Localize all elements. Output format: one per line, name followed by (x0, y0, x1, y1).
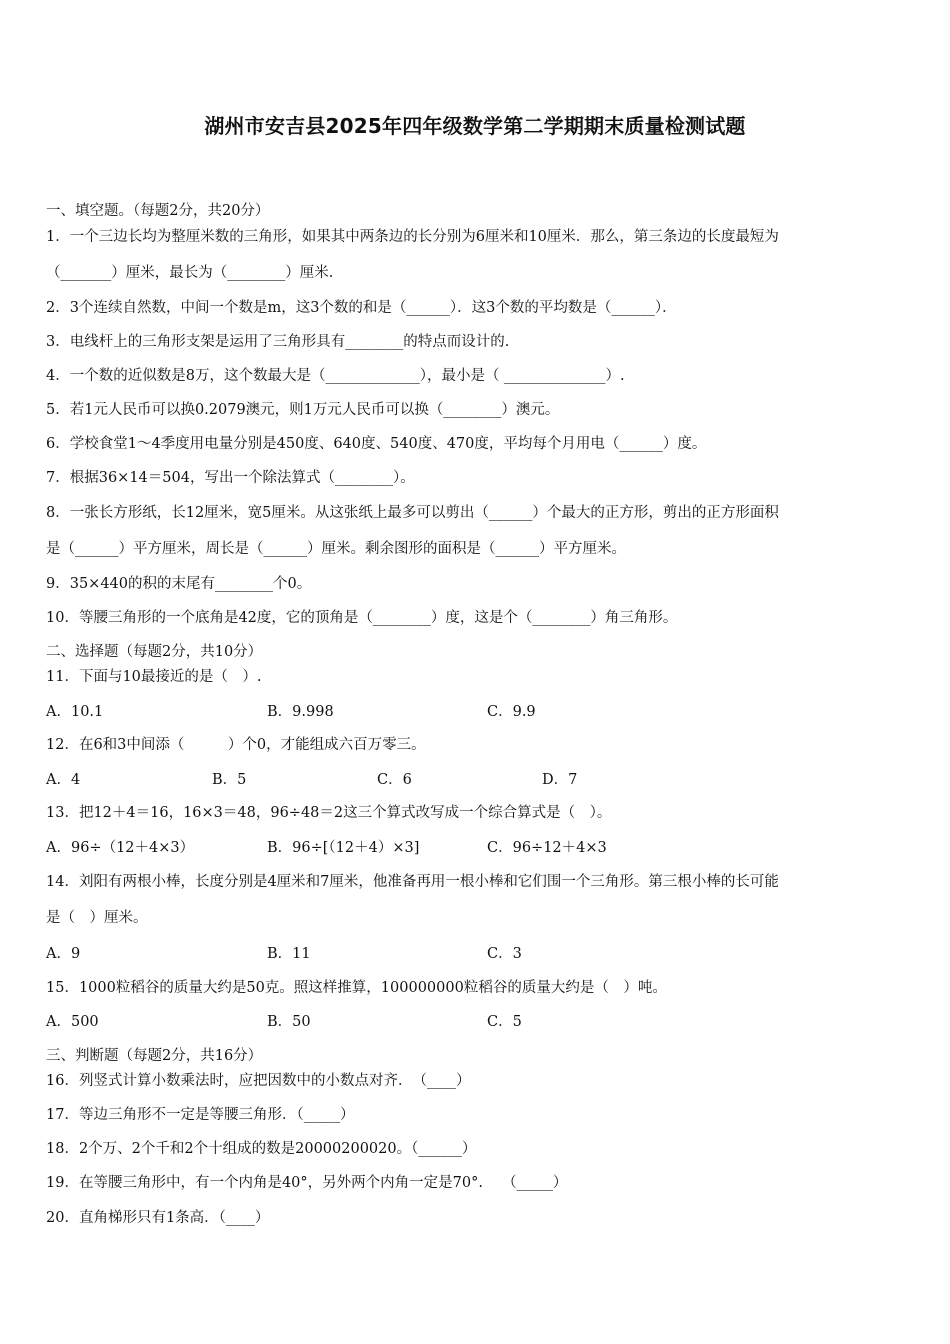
question-20: 20．直角梯形只有1条高．（____） (46, 1210, 270, 1226)
q12-option-c: C．6 (377, 772, 412, 788)
q13-option-a: A．96÷（12＋4×3） (46, 840, 195, 856)
question-3: 3．电线杆上的三角形支架是运用了三角形具有________的特点而设计的. (46, 334, 510, 350)
q14-option-a: A．9 (46, 946, 81, 962)
q14-option-c: C．3 (487, 946, 522, 962)
q15-option-c: C．5 (487, 1014, 522, 1030)
q15-option-a: A．500 (46, 1014, 99, 1030)
section-heading-fill-blank: 一、填空题。（每题2分，共20分） (46, 203, 270, 219)
q11-option-a: A．10.1 (46, 704, 104, 720)
section-heading-multiple-choice: 二、选择题（每题2分，共10分） (46, 644, 263, 660)
question-12: 12．在6和3中间添（ ）个0，才能组成六百万零三。 (46, 737, 426, 753)
question-19: 19．在等腰三角形中，有一个内角是40°，另外两个内角一定是70°. （_____） (46, 1175, 568, 1191)
question-17: 17．等边三角形不一定是等腰三角形．（_____） (46, 1107, 355, 1123)
question-9: 9．35×440的积的末尾有________个0。 (46, 576, 312, 592)
question-2: 2．3个连续自然数，中间一个数是m，这3个数的和是（______）．这3个数的平均数是（______）． (46, 300, 677, 316)
q14-option-b: B．11 (267, 946, 311, 962)
q13-option-c: C．96÷12＋4×3 (487, 840, 607, 856)
question-10: 10．等腰三角形的一个底角是42度，它的顶角是（________）度，这是个（________）角三角形。 (46, 610, 678, 626)
section-heading-true-false: 三、判断题（每题2分，共16分） (46, 1048, 263, 1064)
question-14-line-2: 是（ ）厘米。 (46, 910, 148, 926)
q11-option-c: C．9.9 (487, 704, 536, 720)
question-11: 11．下面与10最接近的是（ ）. (46, 669, 262, 685)
question-6: 6．学校食堂1～4季度用电量分别是450度、640度、540度、470度，平均每个月用电（______）度。 (46, 436, 707, 452)
question-7: 7．根据36×14＝504，写出一个除法算式（________）。 (46, 470, 415, 486)
question-15: 15．1000粒稻谷的质量大约是50克。照这样推算，100000000粒稻谷的质量大约是（ ）吨。 (46, 980, 667, 996)
q12-option-a: A．4 (46, 772, 81, 788)
question-5: 5．若1元人民币可以换0.2079澳元，则1万元人民币可以换（________）澳元。 (46, 402, 560, 418)
q11-option-b: B．9.998 (267, 704, 334, 720)
question-8-line-1: 8．一张长方形纸，长12厘米，宽5厘米。从这张纸上最多可以剪出（______）个最大的正方形，剪出的正方形面积 (46, 505, 779, 521)
q12-option-d: D．7 (542, 772, 578, 788)
question-4: 4．一个数的近似数是8万，这个数最大是（_____________），最小是（ ______________）. (46, 368, 625, 384)
page-title: 湖州市安吉县2025年四年级数学第二学期期末质量检测试题 (204, 114, 746, 138)
question-18: 18．2个万、2个千和2个十组成的数是20000200020。（______） (46, 1141, 477, 1157)
question-16: 16．列竖式计算小数乘法时，应把因数中的小数点对齐． （____） (46, 1073, 471, 1089)
question-13: 13．把12＋4＝16，16×3＝48，96÷48＝2这三个算式改写成一个综合算式是（ ）。 (46, 805, 612, 821)
question-8-line-2: 是（______）平方厘米，周长是（______）厘米。剩余图形的面积是（______）平方厘米。 (46, 541, 626, 557)
question-14-line-1: 14．刘阳有两根小棒，长度分别是4厘米和7厘米，他准备再用一根小棒和它们围一个三角形。第三根小棒的长可能 (46, 874, 779, 890)
q13-option-b: B．96÷[（12＋4）×3] (267, 840, 420, 856)
question-1-line-2: （_______）厘米，最长为（________）厘米. (46, 265, 334, 281)
q12-option-b: B．5 (212, 772, 247, 788)
question-1-line-1: 1．一个三边长均为整厘米数的三角形，如果其中两条边的长分别为6厘米和10厘米．那么，第三条边的长度最短为 (46, 229, 779, 245)
q15-option-b: B．50 (267, 1014, 311, 1030)
